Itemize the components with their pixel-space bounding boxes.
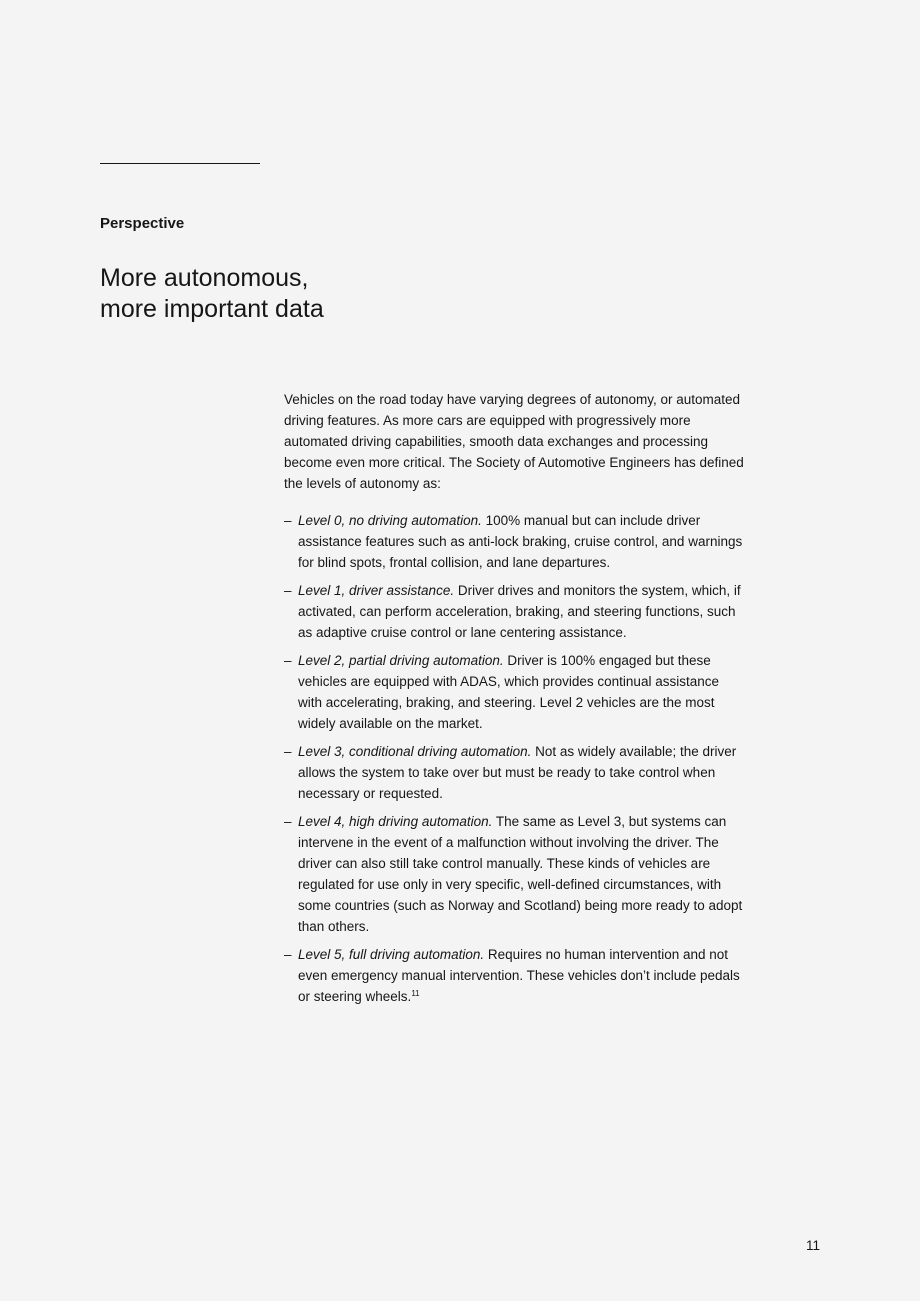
level-name: Level 4, high driving automation. [298,814,493,829]
level-name: Level 1, driver assistance. [298,583,455,598]
level-name: Level 2, partial driving automation. [298,653,504,668]
bullet-dash: – [284,814,292,829]
bullet-dash: – [284,513,292,528]
page-number: 11 [805,1238,820,1253]
bullet-dash: – [284,583,292,598]
section-eyebrow: Perspective [100,215,185,232]
level-description: Driver drives and monitors the system, which, if activated, can perform acceleration, braking, and steering functions, such as adaptive cruise control or lane centering assistance. [298,583,741,640]
bullet-dash: – [284,653,292,668]
intro-paragraph: Vehicles on the road today have varying degrees of autonomy, or automated driving features. As more cars are equipped with progressively more automated driving capabilities, smooth data exchanges and processing become even more critical. The Society of Automotive Engineers has defined the levels of autonomy as: [284,392,744,491]
level-name: Level 0, no driving automation. [298,513,482,528]
level-description: The same as Level 3, but systems can intervene in the event of a malfunction without involving the driver. The driver can also still take control manually. These kinds of vehicles are regulated for use only in very specific, well-defined circumstances, with some countries (such as Norway and Scotland) being more ready to adopt than others. [298,814,743,934]
bullet-dash: – [284,947,292,962]
body-text [284,389,744,1014]
list-item-level-3 [284,741,744,804]
bullet-dash: – [284,744,292,759]
list-item-level-5 [284,944,744,1007]
page-title [100,263,500,325]
level-description: Driver is 100% engaged but these vehicles are equipped with ADAS, which provides continual assistance with accelerating, braking, and steering. Level 2 vehicles are the most widely available on the market. [298,653,719,731]
level-description: Not as widely available; the driver allows the system to take over but must be ready to take control when necessary or requested. [298,744,737,801]
list-item-level-2 [284,650,744,734]
list-item-level-4 [284,811,744,937]
autonomy-levels-list [284,510,744,1007]
level-description: Requires no human intervention and not even emergency manual intervention. These vehicles don’t include pedals or steering wheels. [298,947,740,1004]
page-title-line-1: More autonomous, [100,264,309,292]
level-description: 100% manual but can include driver assistance features such as anti-lock braking, cruise control, and warnings for blind spots, frontal collision, and lane departures. [298,513,743,570]
level-name: Level 5, full driving automation. [298,947,485,962]
level-name: Level 3, conditional driving automation. [298,744,532,759]
list-item-level-1 [284,580,744,643]
list-item-level-0 [284,510,744,573]
footnote-reference[interactable]: 11 [411,989,420,998]
section-divider [100,163,260,164]
page-title-line-2: more important data [100,295,324,323]
